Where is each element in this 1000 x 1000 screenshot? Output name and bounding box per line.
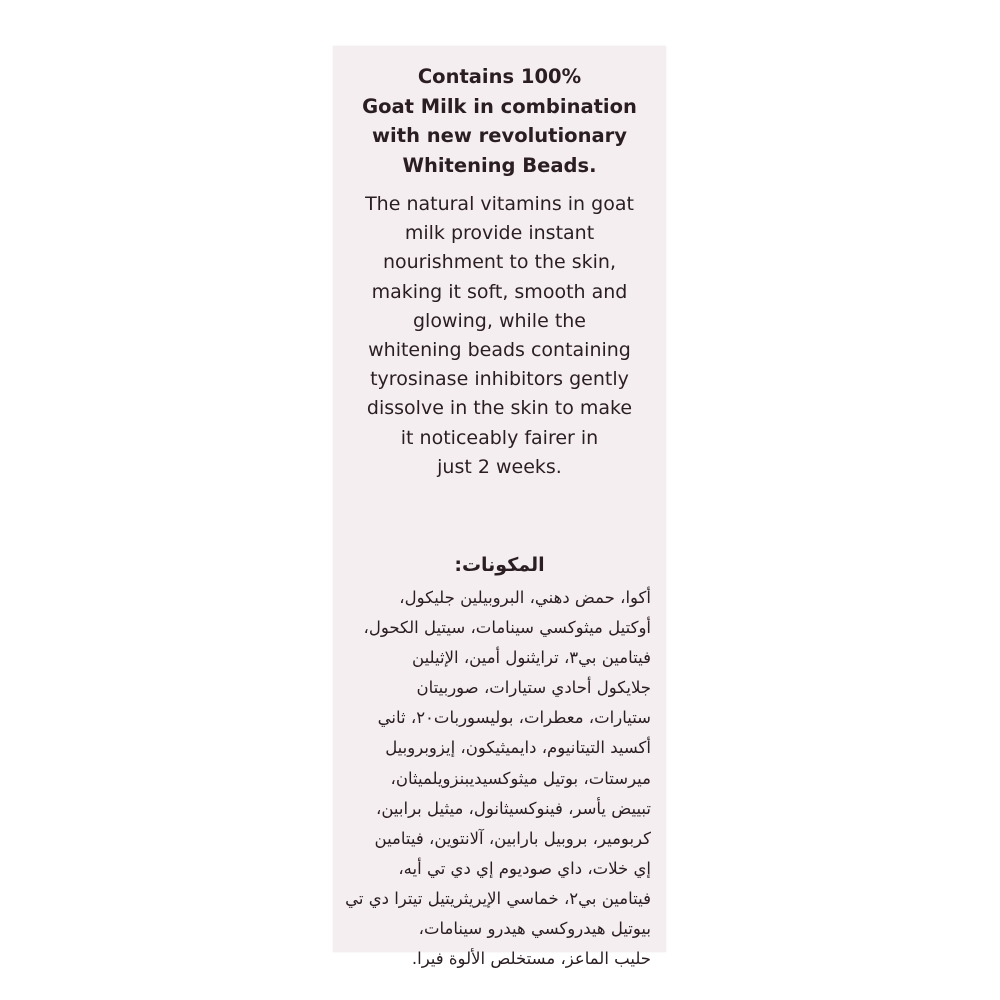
description-line: milk provide instant: [404, 222, 595, 245]
description-line: nourishment to the skin,: [382, 251, 617, 274]
ingredients-line: أكسيد التيتانيوم، دايميثيكون، إيزوبروبيل: [385, 738, 651, 758]
ingredients-line: حليب الماعز، مستخلص الألوة فيرا.: [411, 949, 651, 969]
description-line: glowing, while the: [412, 309, 586, 332]
ingredients-line: ميرستات، بوتيل ميثوكسيديبنزويلميثان،: [390, 768, 651, 788]
product-description: [333, 190, 666, 482]
description-line: just 2 weeks.: [437, 455, 562, 478]
description-line: whitening beads containing: [368, 339, 631, 362]
ingredients-line: بيوتيل هيدروكسي هيدرو سينامات،: [418, 919, 651, 939]
product-info-panel: [333, 46, 666, 969]
ingredients-list: [345, 583, 651, 974]
ingredients-line: فيتامين بي٢، خماسي الإيريثريتيل تيترا دي تي: [345, 888, 651, 908]
heading-line: with new revolutionary: [372, 124, 627, 147]
ingredients-title: المكونات:: [454, 554, 545, 576]
ingredients-line: فيتامين بي٣، ترايثنول أمين، الإثيلين: [412, 648, 651, 668]
description-line: making it soft, smooth and: [371, 280, 628, 303]
ingredients-line: أوكتيل ميثوكسي سينامات، سيتيل الكحول،: [363, 618, 651, 638]
description-line: dissolve in the skin to make: [366, 397, 633, 420]
description-line: tyrosinase inhibitors gently: [370, 368, 629, 391]
description-line: it noticeably fairer in: [400, 426, 599, 449]
ingredients-line: إي خلات، داي صوديوم إي دي تي أيه،: [398, 858, 651, 878]
heading-line: Whitening Beads.: [402, 153, 597, 177]
ingredients-line: أكوا، حمض دهني، البروبيلين جليكول،: [399, 588, 651, 607]
heading-line: Goat Milk in combination: [362, 94, 637, 118]
heading-line: Contains 100%: [417, 65, 582, 88]
product-claim-heading: [333, 62, 666, 180]
ingredients-line: كربومير، بروبيل بارابين، آلانتوين، فيتامين: [374, 828, 651, 848]
ingredients-line: تبييض يأسر، فينوكسيثانول، ميثيل برابين،: [376, 798, 651, 818]
ingredients-line: ستيارات، معطرات، بوليسوربات٢٠، ثاني: [377, 708, 651, 728]
description-line: The natural vitamins in goat: [365, 193, 634, 215]
ingredients-line: جلايكول أحادي ستيارات، صوربيتان: [416, 678, 651, 698]
